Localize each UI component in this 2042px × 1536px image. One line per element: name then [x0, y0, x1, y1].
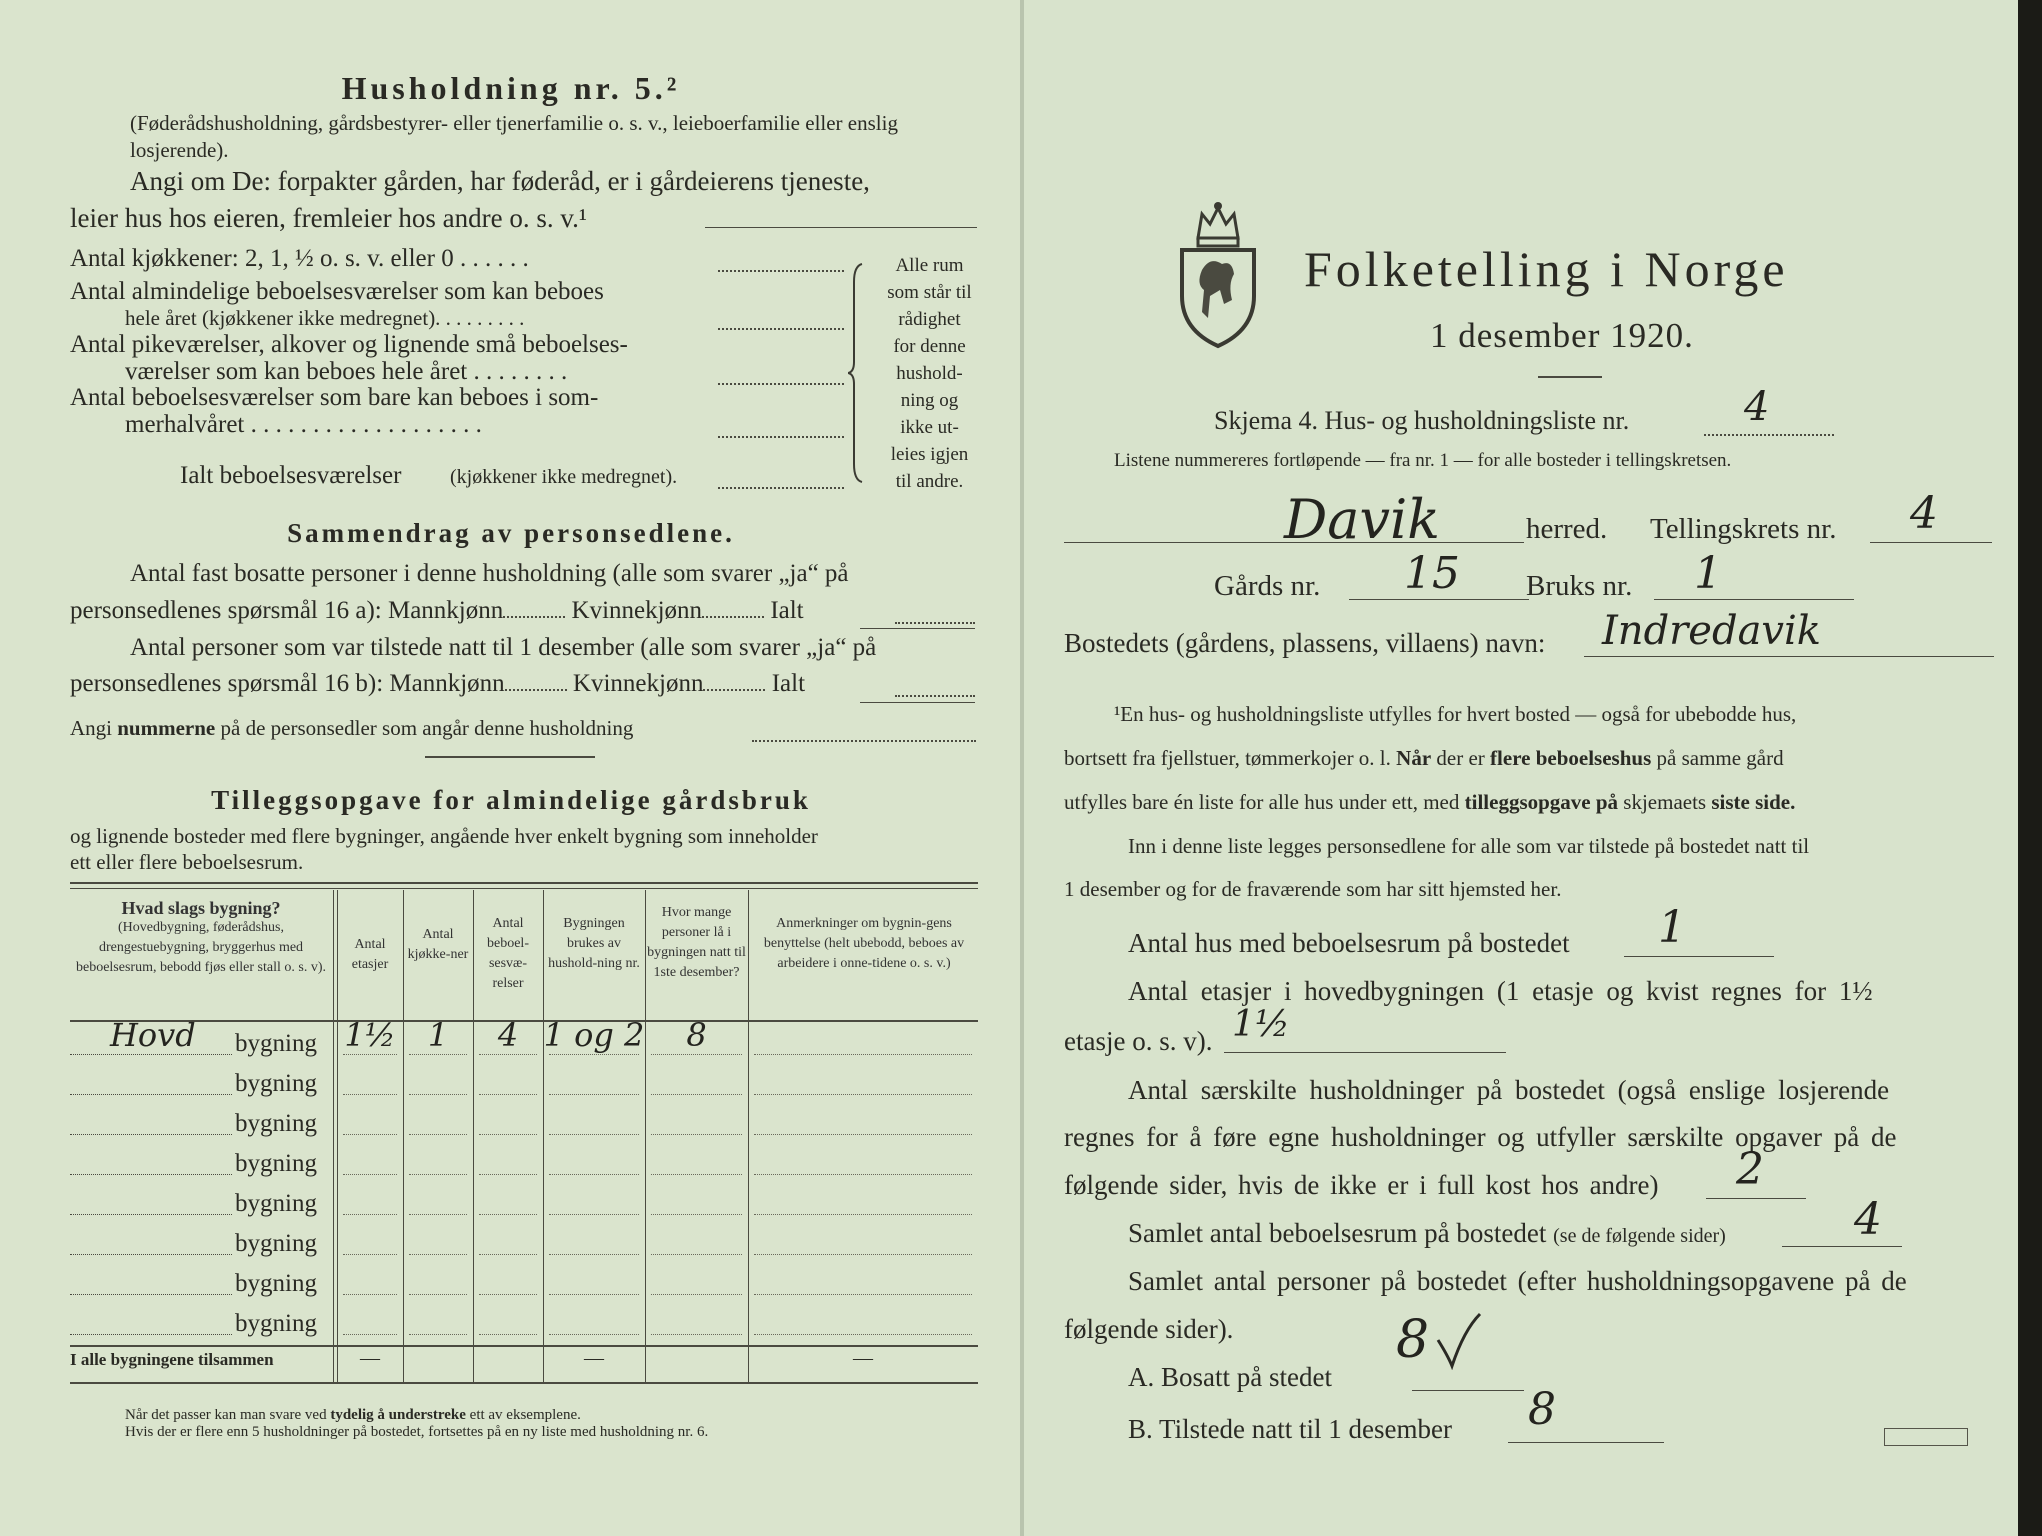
gards-value: 15: [1404, 548, 1460, 599]
bosted-field[interactable]: [1584, 656, 1994, 657]
bruks-label: Bruks nr.: [1526, 570, 1633, 602]
floors-cell-line: [343, 1254, 397, 1255]
floors-cell-line: [343, 1054, 397, 1055]
schema-value: 4: [1744, 384, 1770, 430]
household-cell[interactable]: 1 og 2: [543, 1016, 645, 1054]
household-cell-line: [549, 1254, 639, 1255]
persons-cell-line: [651, 1294, 742, 1295]
building-row-label: bygning: [235, 1110, 317, 1137]
present-field[interactable]: [1508, 1442, 1664, 1443]
supplement-note-1: og lignende bosteder med flere bygninger, angående hver enkelt bygning som inneholder: [70, 824, 818, 848]
building-row-label: bygning: [235, 1270, 317, 1297]
persons-cell[interactable]: 8: [686, 1016, 707, 1054]
present-value: 8: [1528, 1384, 1556, 1435]
household-cell-line: [549, 1094, 639, 1095]
ask-line-2: leier hus hos eieren, fremleier hos andre o. s. v.¹: [70, 203, 587, 233]
building-type-field[interactable]: [70, 1334, 232, 1335]
household-cell-line: [549, 1134, 639, 1135]
section-divider: [425, 756, 595, 758]
table-row[interactable]: [0, 1182, 1022, 1222]
present-line-1: Antal personer som var tilstede natt til 1 desember (alle som svarer „ja“ på: [130, 634, 877, 661]
header-building-type: Hvad slags bygning? (Hovedbygning, føderådshus, drengestuebygning, bryggerhus med beboelsesrum, bebodd fjøs eller stall o. s. v).: [75, 898, 326, 975]
total-rooms-value: 4: [1854, 1194, 1882, 1245]
floors-cell-line: [343, 1094, 397, 1095]
rooms-cell-line: [479, 1294, 537, 1295]
intro-line-2: bortsett fra fjellstuer, tømmerkojer o. l. Når der er flere beboelseshus på samme gård: [1064, 746, 1784, 770]
right-page: [1024, 0, 2018, 1536]
building-row-label: bygning: [235, 1310, 317, 1337]
tellingskrets-label: Tellingskrets nr.: [1650, 513, 1837, 545]
resident-line-2: personsedlenes spørsmål 16 a): Mannkjønn Kvinnekjønn Ialt: [70, 597, 804, 624]
kitchens-field[interactable]: [718, 270, 844, 272]
present-label: B. Tilstede natt til 1 desember: [1128, 1414, 1452, 1444]
household-title: Husholdning nr. 5.²: [341, 70, 681, 106]
table-row[interactable]: [0, 1016, 1022, 1062]
floors-cell-line: [343, 1174, 397, 1175]
resident-total-underline: [860, 628, 975, 629]
present-line-2: personsedlenes spørsmål 16 b): Mannkjønn Kvinnekjønn Ialt: [70, 670, 806, 697]
intro-line-1: ¹En hus- og husholdningsliste utfylles for hvert bosted — også for ubebodde hus,: [1114, 702, 1797, 726]
building-row-label: bygning: [235, 1230, 317, 1257]
total-persons-line-1: Samlet antal personer på bostedet (efter husholdningsopgavene på de: [1128, 1266, 1907, 1296]
table-row[interactable]: [0, 1302, 1022, 1342]
persons-cell-line: [651, 1054, 742, 1055]
floors-cell-line: [343, 1334, 397, 1335]
intro-line-3: utfylles bare én liste for alle hus under ett, med tilleggsopgave på skjemaets siste side.: [1064, 790, 1796, 814]
resident-line-1: Antal fast bosatte personer i denne husholdning (alle som svarer „ja“ på: [130, 560, 849, 587]
numbering-note: Listene nummereres fortløpende — fra nr. 1 — for alle bosteder i tellingskretsen.: [1114, 450, 1732, 471]
schema-field[interactable]: [1704, 434, 1834, 436]
kitchens-cell-line: [409, 1174, 467, 1175]
floors-cell-line: [343, 1134, 397, 1135]
total-persons-line-2: følgende sider).: [1064, 1314, 1234, 1344]
intro-line-4: Inn i denne liste legges personsedlene for alle som var tilstede på bostedet natt til: [1128, 834, 1810, 858]
summer-line-2: merhalvåret . . . . . . . . . . . . . . . . . . .: [125, 411, 482, 438]
rooms-cell-line: [479, 1214, 537, 1215]
floors-cell[interactable]: 1½: [344, 1016, 396, 1054]
rooms-cell-line: [479, 1054, 537, 1055]
household-cell-line: [549, 1174, 639, 1175]
header-kitchens: Antal kjøkke-ner: [407, 927, 469, 962]
gards-field[interactable]: [1349, 599, 1529, 600]
households-field[interactable]: [1706, 1198, 1806, 1199]
floors-cell-line: [343, 1294, 397, 1295]
rooms-cell-line: [479, 1174, 537, 1175]
total-rooms-field[interactable]: [1782, 1246, 1902, 1247]
resident-label: A. Bosatt på stedet: [1128, 1362, 1332, 1392]
tellingskrets-value: 4: [1910, 488, 1938, 539]
bruks-field[interactable]: [1654, 599, 1854, 600]
total-household-dash: —: [584, 1347, 604, 1369]
header-remarks: Anmerkninger om bygnin-gens benyttelse (helt ubebodd, beboes av arbeidere i onne-tidene o. s. v.): [763, 916, 965, 971]
maid-line-2: værelser som kan beboes hele året . . . . . . . .: [125, 358, 568, 385]
floors-line-1: Antal etasjer i hovedbygningen (1 etasje og kvist regnes for 1½: [1128, 976, 1873, 1006]
table-row[interactable]: [0, 1142, 1022, 1182]
resident-total-field[interactable]: [895, 622, 975, 624]
building-row-label: bygning: [235, 1030, 317, 1057]
present-total-underline: [860, 702, 975, 703]
household-cell-line: [549, 1054, 639, 1055]
households-line-2: regnes for å føre egne husholdninger og utfyller særskilte opgaver på de: [1064, 1122, 1897, 1152]
remarks-cell-line: [754, 1174, 972, 1175]
resident-field[interactable]: [1412, 1390, 1524, 1391]
summer-field[interactable]: [718, 436, 844, 438]
floors-cell-line: [343, 1214, 397, 1215]
maid-field[interactable]: [718, 383, 844, 385]
herred-value: Davik: [1284, 488, 1440, 551]
rooms-cell[interactable]: 4: [497, 1016, 519, 1054]
kitchens-cell-line: [409, 1054, 467, 1055]
remarks-cell-line: [754, 1334, 972, 1335]
building-row-label: bygning: [235, 1150, 317, 1177]
rooms-line-2: hele året (kjøkkener ikke medregnet). . . . . . . . .: [125, 306, 525, 330]
household-cell-line: [549, 1334, 639, 1335]
households-value: 2: [1736, 1144, 1764, 1195]
kitchens-label: Antal kjøkkener: 2, 1, ½ o. s. v. eller 0 . . . . . .: [70, 245, 529, 272]
kitchens-cell-line: [409, 1254, 467, 1255]
household-note: (Føderådshusholdning, gårdsbestyrer- eller tjenerfamilie o. s. v., leieboerfamilie eller enslig losjerende).: [130, 111, 898, 162]
floors-field[interactable]: [1224, 1052, 1506, 1053]
bosted-label: Bostedets (gårdens, plassens, villaens) navn:: [1064, 628, 1546, 658]
footnote-1: Når det passer kan man svare ved tydelig å understreke ett av eksemplene.: [125, 1407, 581, 1423]
building-type-field[interactable]: [70, 1254, 232, 1255]
kitchens-cell[interactable]: 1: [427, 1016, 449, 1054]
kitchens-cell-line: [409, 1334, 467, 1335]
building-type-field[interactable]: [70, 1054, 232, 1055]
remarks-cell-line: [754, 1094, 972, 1095]
table-row[interactable]: [0, 1062, 1022, 1102]
kitchens-cell-line: [409, 1134, 467, 1135]
houses-value: 1: [1658, 902, 1686, 953]
remarks-cell-line: [754, 1254, 972, 1255]
building-type-value: Hovd: [110, 1016, 196, 1054]
supplement-title: Tilleggsopgave for almindelige gårdsbruk: [211, 785, 811, 815]
table-bottom-line: [70, 1382, 978, 1384]
summer-line-1: Antal beboelsesværelser som bare kan beboes i som-: [70, 384, 599, 411]
building-type-field[interactable]: [70, 1174, 232, 1175]
numbers-line: Angi nummerne på de personsedler som angår denne husholdning: [70, 716, 634, 740]
household-cell-line: [549, 1214, 639, 1215]
persons-cell-line: [651, 1174, 742, 1175]
rooms-field[interactable]: [718, 328, 844, 330]
persons-cell-line: [651, 1094, 742, 1095]
brace-icon: [848, 262, 868, 484]
total-remarks-dash: —: [853, 1347, 873, 1369]
persons-cell-line: [651, 1134, 742, 1135]
ask-line-1: Angi om De: forpakter gården, har føderåd, er i gårdeierens tjeneste,: [130, 166, 870, 196]
supplement-note-2: ett eller flere beboelsesrum.: [70, 850, 304, 874]
rooms-cell-line: [479, 1334, 537, 1335]
houses-label: Antal hus med beboelsesrum på bostedet: [1128, 928, 1570, 958]
houses-field[interactable]: [1624, 956, 1774, 957]
household-cell-line: [549, 1294, 639, 1295]
summary-title: Sammendrag av personsedlene.: [287, 518, 735, 548]
kitchens-cell-line: [409, 1294, 467, 1295]
table-top-line: [70, 882, 978, 884]
census-date: 1 desember 1920.: [1430, 316, 1694, 355]
bosted-value: Indredavik: [1602, 608, 1822, 654]
total-rooms-line: Samlet antal beboelsesrum på bostedet (se de følgende sider): [1128, 1218, 1726, 1248]
kitchens-cell-line: [409, 1214, 467, 1215]
intro-line-5: 1 desember og for de fraværende som har sitt hjemsted her.: [1064, 877, 1562, 901]
table-row[interactable]: [0, 1102, 1022, 1142]
building-type-field[interactable]: [70, 1094, 232, 1095]
table-row[interactable]: [0, 1262, 1022, 1302]
header-persons: Hvor mange personer lå i bygningen natt til 1ste desember?: [647, 905, 746, 980]
persons-cell-line: [651, 1334, 742, 1335]
header-household: Bygningen brukes av hushold-ning nr.: [548, 916, 640, 971]
bruks-value: 1: [1694, 548, 1722, 599]
title-divider: [1538, 376, 1602, 378]
ask-answer-line: [705, 227, 977, 228]
total-floors-dash: —: [360, 1347, 380, 1369]
total-rooms-note: (kjøkkener ikke medregnet).: [450, 466, 678, 488]
maid-line-1: Antal pikeværelser, alkover og lignende små beboelses-: [70, 331, 628, 358]
remarks-cell-line: [754, 1294, 972, 1295]
kitchens-cell-line: [409, 1094, 467, 1095]
present-total-field[interactable]: [895, 695, 975, 697]
floors-line-2: etasje o. s. v).: [1064, 1026, 1213, 1056]
remarks-cell-line: [754, 1214, 972, 1215]
rooms-line-1: Antal almindelige beboelsesværelser som kan beboes: [70, 278, 604, 305]
total-row-label: I alle bygningene tilsammen: [70, 1350, 274, 1369]
gards-label: Gårds nr.: [1214, 570, 1321, 602]
census-title: Folketelling i Norge: [1304, 241, 1789, 297]
remarks-cell-line: [754, 1134, 972, 1135]
coat-of-arms-icon: [1176, 200, 1260, 350]
building-type-field[interactable]: [70, 1134, 232, 1135]
table-row[interactable]: [0, 1222, 1022, 1262]
persons-cell-line: [651, 1254, 742, 1255]
numbers-field[interactable]: [752, 740, 976, 742]
building-row-label: bygning: [235, 1070, 317, 1097]
building-type-field[interactable]: [70, 1214, 232, 1215]
rooms-cell-line: [479, 1134, 537, 1135]
rooms-cell-line: [479, 1254, 537, 1255]
header-rooms: Antal beboel-sesvæ-relser: [487, 916, 529, 991]
resident-value: 8: [1396, 1310, 1430, 1370]
persons-cell-line: [651, 1214, 742, 1215]
printer-stamp: [1884, 1428, 1968, 1446]
tellingskrets-field[interactable]: [1870, 542, 1992, 543]
remarks-cell-line: [754, 1054, 972, 1055]
schema-label: Skjema 4. Hus- og husholdningsliste nr.: [1214, 406, 1630, 435]
footnote-2: Hvis der er flere enn 5 husholdninger på bostedet, fortsettes på en ny liste med husholdning nr. 6.: [125, 1424, 709, 1440]
side-note: Alle rum som står til rådighet for denne hushold- ning og ikke ut- leies igjen til andre.: [887, 255, 972, 492]
rooms-cell-line: [479, 1094, 537, 1095]
checkmark-icon: [1434, 1310, 1484, 1370]
building-row-label: bygning: [235, 1190, 317, 1217]
households-line-3: følgende sider, hvis de ikke er i full kost hos andre): [1064, 1170, 1659, 1200]
header-floors: Antal etasjer: [351, 937, 389, 972]
total-rooms-field[interactable]: [718, 487, 844, 489]
herred-label: herred.: [1526, 513, 1608, 545]
building-type-field[interactable]: [70, 1294, 232, 1295]
total-rooms-label: Ialt beboelsesværelser: [180, 462, 402, 489]
floors-value: 1½: [1232, 1004, 1290, 1045]
table-top-line-2: [70, 888, 978, 889]
households-line-1: Antal særskilte husholdninger på bostedet (også enslige losjerende: [1128, 1075, 1890, 1105]
